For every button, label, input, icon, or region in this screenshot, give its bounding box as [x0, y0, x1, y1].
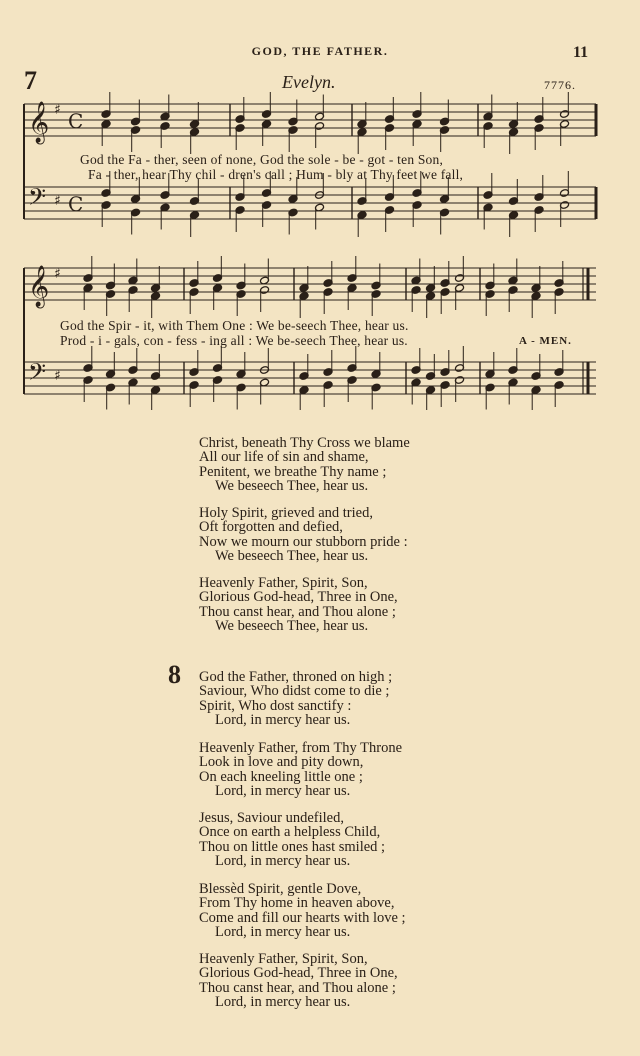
- hymn-8-stanza-2: [199, 741, 402, 799]
- hymn-7-number: 7: [24, 66, 37, 95]
- sharp-icon: ♯: [54, 193, 61, 209]
- hymn-8-stanza-5: [199, 952, 398, 1010]
- sharp-icon: ♯: [54, 368, 61, 384]
- stanza-line: Heavenly Father, from Thy Throne: [199, 740, 403, 756]
- stanza-refrain: We beseech Thee, hear us.: [215, 478, 369, 495]
- stanza-line: From Thy home in heaven above,: [199, 895, 395, 912]
- stanza-line: Jesus, Saviour undefiled,: [199, 810, 344, 826]
- hymn-8-stanza-4: [199, 882, 406, 940]
- stanza-refrain: Lord, in mercy hear us.: [215, 783, 351, 800]
- stanza-refrain: We beseech Thee, hear us.: [215, 548, 369, 565]
- stanza-line: Come and fill our hearts with love ;: [199, 909, 406, 926]
- stanza-refrain: Lord, in mercy hear us.: [215, 924, 351, 941]
- stanza-line: Penitent, we breathe Thy name ;: [199, 463, 387, 480]
- common-time-icon: C: [68, 109, 84, 133]
- stanza-refrain: We beseech Thee, hear us.: [215, 618, 369, 635]
- stanza-line: Heavenly Father, Spirit, Son,: [199, 575, 368, 591]
- stanza-line: Look in love and pity down,: [199, 754, 364, 771]
- stanza-line: Heavenly Father, Spirit, Son,: [199, 951, 368, 967]
- system-1-verse-2: Fa - ther, hear Thy chil - dren's call ; Hum - bly at Thy feet we fall,: [88, 167, 464, 182]
- treble-clef-icon: 𝄞: [28, 266, 50, 307]
- stanza-line: God the Father, throned on high ;: [199, 669, 393, 685]
- common-time-icon: C: [68, 192, 84, 216]
- stanza-line: Thou canst hear, and Thou alone ;: [199, 603, 396, 620]
- running-header: GOD, THE FATHER.: [251, 44, 389, 58]
- hymn-8-stanza-3: [199, 811, 385, 869]
- sharp-icon: ♯: [54, 266, 61, 282]
- system-1-verse-1: God the Fa - ther, seen of none, God the sole - be - got - ten Son,: [80, 152, 444, 167]
- system-2-verse-1: God the Spir - it, with Them One : We be-seech Thee, hear us.: [60, 318, 409, 333]
- stanza-line: All our life of sin and shame,: [199, 449, 369, 466]
- stanza-line: Christ, beneath Thy Cross we blame: [199, 435, 410, 451]
- stanza-line: Saviour, Who didst come to die ;: [199, 683, 390, 700]
- amen-label: A - MEN.: [519, 335, 572, 347]
- hymn-7-stanza-4: [199, 576, 398, 634]
- stanza-line: Thou canst hear, and Thou alone ;: [199, 979, 396, 996]
- bass-clef-icon: 𝄢: [28, 358, 47, 391]
- stanza-line: Thou on little ones hast smiled ;: [199, 838, 386, 855]
- hymn-8-stanza-1: [199, 670, 392, 728]
- sharp-icon: ♯: [54, 102, 61, 118]
- stanza-refrain: Lord, in mercy hear us.: [215, 994, 351, 1011]
- stanza-line: Glorious God-head, Three in One,: [199, 589, 398, 606]
- stanza-line: Once on earth a helpless Child,: [199, 824, 381, 841]
- hymn-8-number: 8: [168, 660, 181, 689]
- stanza-line: On each kneeling little one ;: [199, 768, 363, 785]
- stanza-line: Oft forgotten and defied,: [199, 519, 343, 536]
- system-2-verse-2: Prod - i - gals, con - fess - ing all : We be-seech Thee, hear us.: [60, 333, 408, 348]
- stanza-line: Holy Spirit, grieved and tried,: [199, 505, 373, 521]
- stanza-line: Spirit, Who dost sanctify :: [199, 697, 352, 714]
- stanza-line: Glorious God-head, Three in One,: [199, 965, 398, 982]
- stanza-line: Now we mourn our stubborn pride :: [199, 533, 408, 550]
- hymn-7-stanza-2: [199, 436, 410, 494]
- stanza-refrain: Lord, in mercy hear us.: [215, 712, 351, 729]
- page-number: 11: [573, 44, 589, 61]
- treble-clef-icon: 𝄞: [28, 102, 50, 143]
- bass-clef-icon: 𝄢: [28, 183, 47, 216]
- stanza-refrain: Lord, in mercy hear us.: [215, 853, 351, 870]
- hymn-7-stanza-3: [199, 506, 408, 564]
- meter-signature: 7776.: [544, 78, 576, 92]
- tune-name: Evelyn.: [282, 72, 336, 92]
- stanza-line: Blessèd Spirit, gentle Dove,: [199, 881, 362, 897]
